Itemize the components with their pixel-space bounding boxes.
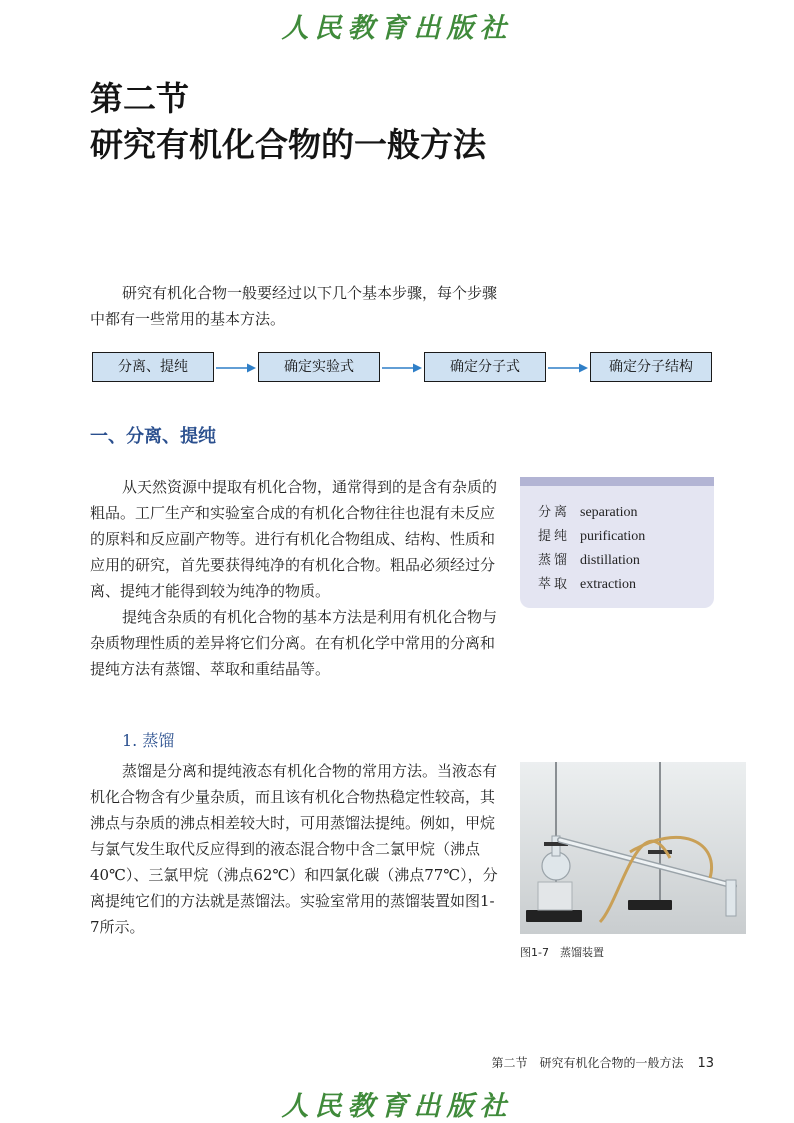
section1-body bbox=[90, 474, 500, 682]
glossary-term-en: separation bbox=[580, 505, 638, 520]
glossary-term-cn: 萃取 bbox=[538, 577, 571, 592]
section-title: 研究有机化合物的一般方法 bbox=[90, 125, 486, 164]
distillation-apparatus-photo bbox=[520, 762, 746, 934]
glossary-term-en: purification bbox=[580, 529, 646, 544]
glossary-term-en: distillation bbox=[580, 553, 640, 568]
section-number: 第二节 bbox=[90, 79, 189, 118]
page-footer bbox=[491, 1054, 714, 1071]
flow-arrow-icon bbox=[382, 361, 422, 375]
section-heading: 一、分离、提纯 bbox=[90, 426, 216, 447]
glossary-term-en: extraction bbox=[580, 577, 636, 592]
intro-block bbox=[90, 280, 500, 332]
subsection1-body bbox=[90, 758, 500, 940]
flow-step-empirical-formula: 确定实验式 bbox=[258, 352, 380, 382]
page-number: 13 bbox=[697, 1056, 714, 1071]
glossary-row bbox=[538, 501, 714, 525]
glossary-row bbox=[538, 549, 714, 573]
flow-arrow-icon bbox=[216, 361, 256, 375]
glossary-term-cn: 蒸馏 bbox=[538, 553, 571, 568]
body-paragraph: 蒸馏是分离和提纯液态有机化合物的常用方法。当液态有机化合物含有少量杂质，而且该有机化合物热稳定性较高，其沸点与杂质的沸点相差较大时，可用蒸馏法提纯。例如，甲烷与氯气发生取代反应得到的液态混合物中含二氯甲烷（沸点40℃）、三氯甲烷（沸点62℃）和四氯化碳（沸点77℃），分离提纯它们的方法就是蒸馏法。实验室常用的蒸馏装置如图1-7所示。 bbox=[90, 762, 498, 936]
publisher-watermark-bottom: 人民教育出版社 bbox=[281, 1091, 513, 1122]
glossary-box bbox=[520, 477, 714, 608]
running-title: 第二节 研究有机化合物的一般方法 bbox=[491, 1056, 684, 1070]
figure-caption: 图1-7 蒸馏装置 bbox=[520, 946, 604, 959]
flow-step-molecular-formula: 确定分子式 bbox=[424, 352, 546, 382]
glossary-term-cn: 提纯 bbox=[538, 529, 571, 544]
body-paragraph: 从天然资源中提取有机化合物，通常得到的是含有杂质的粗品。工厂生产和实验室合成的有机化合物往往也混有未反应的原料和反应副产物等。进行有机化合物组成、结构、性质和应用的研究，首先要获得纯净的有机化合物。粗品必须经过分离、提纯才能得到较为纯净的物质。 bbox=[90, 478, 498, 600]
flow-arrow-icon bbox=[548, 361, 588, 375]
glossary-row bbox=[538, 573, 714, 597]
body-paragraph: 提纯含杂质的有机化合物的基本方法是利用有机化合物与杂质物理性质的差异将它们分离。在有机化学中常用的分离和提纯方法有蒸馏、萃取和重结晶等。 bbox=[90, 608, 498, 678]
flow-step-separation: 分离、提纯 bbox=[92, 352, 214, 382]
publisher-watermark-top: 人民教育出版社 bbox=[281, 13, 513, 44]
glossary-row bbox=[538, 525, 714, 549]
flow-step-molecular-structure: 确定分子结构 bbox=[590, 352, 712, 382]
subsection-heading: 1. 蒸馏 bbox=[122, 731, 175, 750]
glossary-term-cn: 分离 bbox=[538, 505, 571, 520]
intro-paragraph: 研究有机化合物一般要经过以下几个基本步骤，每个步骤中都有一些常用的基本方法。 bbox=[90, 284, 498, 328]
